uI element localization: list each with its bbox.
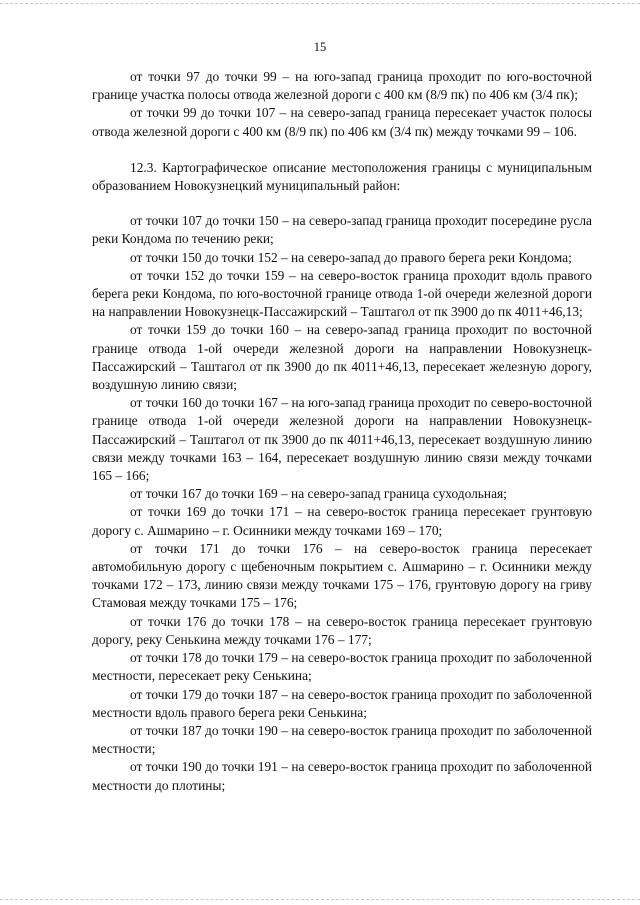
paragraph: от точки 159 до точки 160 – на северо-запад граница проходит по восточной границе отвода 1-ой очереди железной дороги на направлении Новокузнецк-Пассажирский – Таштагол от пк 3900 до пк 4011+46,13, пересекает железную дорогу, воздушную линию связи;: [92, 322, 592, 393]
paragraph: от точки 97 до точки 99 – на юго-запад граница проходит по юго-восточной границе участка полосы отвода железной дороги с 400 км (8/9 пк) по 406 км (3/4 пк);: [92, 69, 592, 103]
section-heading: 12.3. Картографическое описание местоположения границы с муниципальным образованием Новокузнецкий муниципальный район:: [92, 159, 592, 194]
paragraph: от точки 178 до точки 179 – на северо-восток граница проходит по заболоченной местности, пересекает реку Сенькина;: [92, 650, 592, 684]
paragraph: от точки 176 до точки 178 – на северо-восток граница пересекает грунтовую дорогу, реку Сенькина между точками 176 – 177;: [92, 613, 592, 647]
paragraph: от точки 99 до точки 107 – на северо-запад граница пересекает участок полосы отвода железной дороги с 400 км (8/9 пк) по 406 км (3/4 пк) между точками 99 – 106.: [92, 105, 592, 139]
scan-edge-bottom: [0, 899, 640, 900]
spacer: [92, 195, 592, 212]
paragraph: от точки 187 до точки 190 – на северо-восток граница проходит по заболоченной местности;: [92, 722, 592, 757]
paragraph: от точки 107 до точки 150 – на северо-запад граница проходит посередине русла реки Кондома по течению реки;: [92, 213, 592, 247]
page-number: 15: [313, 40, 327, 54]
paragraph: от точки 150 до точки 152 – на северо-запад до правого берега реки Кондома;: [130, 249, 572, 265]
paragraph: от точки 171 до точки 176 – на северо-восток граница пересекает автомобильную дорогу с щебеночным покрытием с. Ашмарино – г. Осинники между точками 172 – 173, линию связи между точками 175 – 176, грунтовую дорогу на гриву Стамовая между точками 175 – 176;: [92, 540, 592, 611]
paragraph: от точки 152 до точки 159 – на северо-восток граница проходит вдоль правого берега реки Кондома, по юго-восточной границе отвода 1-ой очереди железной дороги на направлении Новокузнецк-Пассажирский – Таштагол от пк 3900 до пк 4011+46,13;: [92, 267, 592, 320]
scan-edge-top: [0, 3, 640, 4]
paragraph: от точки 169 до точки 171 – на северо-восток граница пересекает грунтовую дорогу с. Ашмарино – г. Осинники между точками 169 – 170;: [92, 504, 592, 538]
paragraph: от точки 160 до точки 167 – на юго-запад граница проходит по северо-восточной границе отвода 1-ой очереди железной дороги на направлении Новокузнецк-Пассажирский – Таштагол от пк 3900 до пк 4011+46,13, пересекает воздушную линию связи между точками 163 – 164, пересекает воздушную линию связи между точками 165 – 166;: [92, 395, 592, 484]
paragraph: от точки 179 до точки 187 – на северо-восток граница проходит по заболоченной местности вдоль правого берега реки Сенькина;: [92, 686, 592, 720]
paragraph: от точки 190 до точки 191 – на северо-восток граница проходит по заболоченной местности до плотины;: [92, 759, 592, 793]
document-body: [92, 68, 592, 795]
paragraph: от точки 167 до точки 169 – на северо-запад граница суходольная;: [130, 486, 507, 502]
spacer: [92, 141, 592, 159]
